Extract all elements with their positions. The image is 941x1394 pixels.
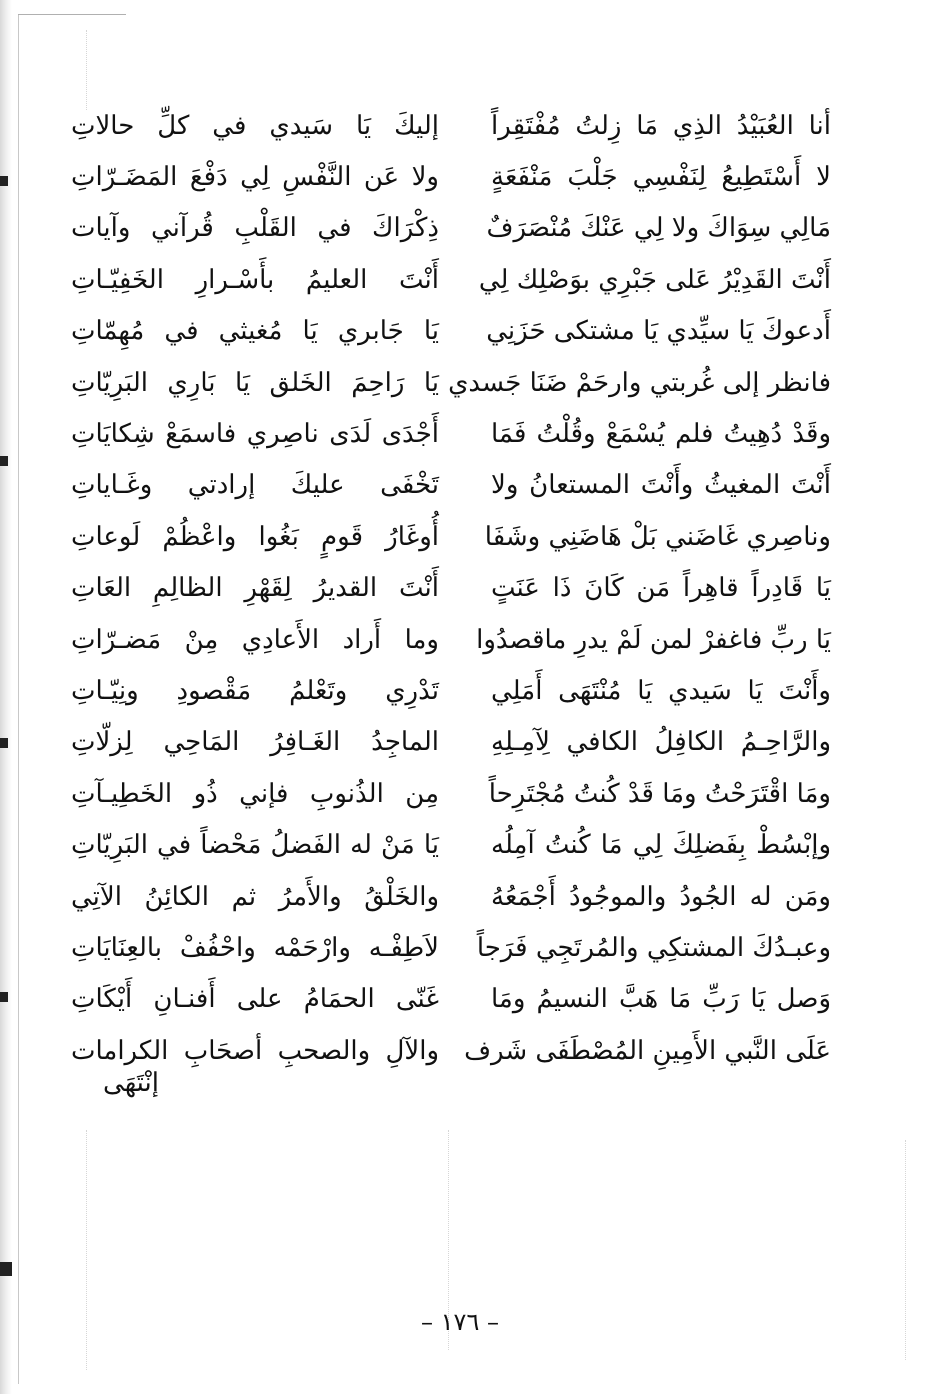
verse-second-hemistich: تَدْرِي وتَعْلمُ مَقْصودِ ونِيّـاتِ (71, 675, 439, 706)
verse-line (71, 922, 831, 973)
verse-second-hemistich: أَجْدَى لَدَى ناصِري فاسمَعْ شِكايَاتِ (71, 419, 439, 450)
verse-line (71, 871, 831, 922)
verse-line (71, 254, 831, 305)
verse-line (71, 511, 831, 562)
verse-line (71, 819, 831, 870)
scan-mark (0, 992, 8, 1002)
verse-line (71, 306, 831, 357)
verse-line (71, 100, 831, 151)
verse-second-hemistich: الماجِدُ الغَـافِرُ المَاحِي لِزلّاتِ (71, 727, 439, 758)
scan-mark (0, 456, 8, 466)
verse-first-hemistich: فانظر إلى غُربتي وارحَمْ ضَنَا جَسدي (448, 367, 831, 398)
verse-line (71, 357, 831, 408)
verse-line (71, 203, 831, 254)
verse-first-hemistich: وقَدْ دُهِيتُ فلم يُسْمَعْ وقُلْتُ فَمَا (491, 419, 831, 450)
verse-second-hemistich: ذِكْرَاكَ في القَلْبِ قُرآني وآيات (71, 213, 439, 244)
verse-second-hemistich: إليكَ يَا سَيدي في كلِّ حالاتِ (71, 110, 439, 141)
faint-rule (86, 30, 88, 110)
verse-line (71, 460, 831, 511)
verse-first-hemistich: والرَّاحِـمُ الكافِلُ الكافي لِآمِـلِهِ (491, 727, 831, 758)
verse-first-hemistich: يَا قَادِراً قاهِراً مَن كَانَ ذَا عَنَتٍ (491, 573, 831, 604)
verse-line (71, 717, 831, 768)
poem (71, 100, 831, 1076)
verse-second-hemistich: لاَطِفْـه وارْحَمْه واحْفُفْ بالعِنَايَاتِ (71, 932, 439, 963)
verse-second-hemistich: وما أَراد الأَعادِي مِنْ مَضـرّاتِ (71, 624, 439, 655)
verse-first-hemistich: يَا ربِّ فاغفرْ لمن لَمْ يدرِ ماقصدُوا (476, 624, 831, 655)
scan-mark (0, 738, 8, 748)
verse-second-hemistich: ولا عَن النَّفْسِ لِي دَفْعَ المَضَـرّاتِ (71, 162, 439, 193)
poem-ending: إنْتَهَى (103, 1068, 159, 1098)
top-border (18, 14, 126, 15)
verse-second-hemistich: تَخْفَى عليكَ إرادتي وغَـاياتِ (71, 470, 439, 501)
verse-second-hemistich: مِن الذُنوبِ فإني ذُو الخَطِيـآتِ (71, 778, 439, 809)
verse-second-hemistich: والآلِ والصحبِ أصحَابِ الكرامات (71, 1035, 439, 1066)
verse-line (71, 563, 831, 614)
verse-first-hemistich: ومَا اقْتَرَحْتُ ومَا قَدْ كُنتُ مُجْتَرِحاً (488, 778, 831, 809)
verse-line (71, 408, 831, 459)
verse-first-hemistich: لا أَسْتَطِيعُ لِنَفْسِي جَلْبَ مَنْفَعَةٍ (491, 162, 831, 193)
verse-second-hemistich: أُوغَارُ قَومٍ بَغُوا واعْظُمْ لَوعاتِ (71, 521, 439, 552)
verse-first-hemistich: مَالِي سِوَاكَ ولا لِي عَنْكَ مُنْصَرَفٌ (486, 213, 831, 244)
verse-first-hemistich: وإبْسُطْ بِفَضلِكَ لِي مَا كُنتُ آمِلُه (491, 830, 831, 861)
verse-second-hemistich: يَا جَابري يَا مُغيثي في مُهِمّاتِ (71, 316, 439, 347)
scan-mark (0, 1262, 12, 1276)
page-border (18, 14, 19, 1384)
verse-first-hemistich: ومَن له الجُودُ والموجُودُ أَجْمَعُهُ (491, 881, 831, 912)
verse-first-hemistich: وَصل يَا رَبِّ مَا هَبَّ النسيمُ ومَا (491, 984, 831, 1015)
scan-mark (0, 176, 8, 186)
verse-first-hemistich: أنا العُبَيْدُ الذِي مَا زِلتُ مُفْتَقِراً (491, 110, 831, 141)
verse-second-hemistich: يَا رَاحِمَ الخَلق يَا بَارِي البَرِيّاتِ (71, 367, 439, 398)
verse-first-hemistich: وأَنْتَ يَا سَيدي يَا مُنْتَهَى أَمَلِي (491, 675, 831, 706)
verse-second-hemistich: أَنْتَ القديرُ لِقَهْرِ الظالِمِ العَاتِ (71, 573, 439, 604)
verse-second-hemistich: غَنّى الحمَامُ على أَفنـانِ أَيْكَاتِ (71, 984, 439, 1015)
verse-line (71, 768, 831, 819)
verse-second-hemistich: والخَلْقُ والأَمرُ ثم الكائِنُ الآتِي (71, 881, 439, 912)
verse-first-hemistich: أَدعوكَ يَا سيِّدي يَا مشتكى حَزَنِي (486, 316, 831, 347)
verse-first-hemistich: وعبـدُكَ المشتكِي والمُرتَجِي فَرَجاً (476, 932, 831, 963)
verse-first-hemistich: وناصِري غَاضَني بَلْ هَاضَنِي وشَفَا (484, 521, 831, 552)
verse-line (71, 614, 831, 665)
verse-line (71, 974, 831, 1025)
verse-second-hemistich: يَا مَنْ له الفَضلُ مَحْضاً في البَرِيّاتِ (71, 830, 439, 861)
verse-second-hemistich: أَنْتَ العليمُ بأَسْـرارِ الخَفِيّـاتِ (71, 264, 439, 295)
page-number: – ١٧٦ – (421, 1308, 499, 1336)
verse-line (71, 1025, 831, 1076)
verse-first-hemistich: أَنْتَ القَدِيْرُ عَلى جَبْرِي بوَصْلِك لِي (478, 264, 831, 295)
verse-line (71, 665, 831, 716)
verse-first-hemistich: أَنْتَ المغيثُ وأَنْتَ المستعانُ ولا (491, 470, 831, 501)
scan-edge (0, 0, 18, 1394)
verse-line (71, 151, 831, 202)
verse-first-hemistich: عَلَى النَّبي الأَمِينِ المُصْطَفَى شَرف (464, 1035, 831, 1066)
